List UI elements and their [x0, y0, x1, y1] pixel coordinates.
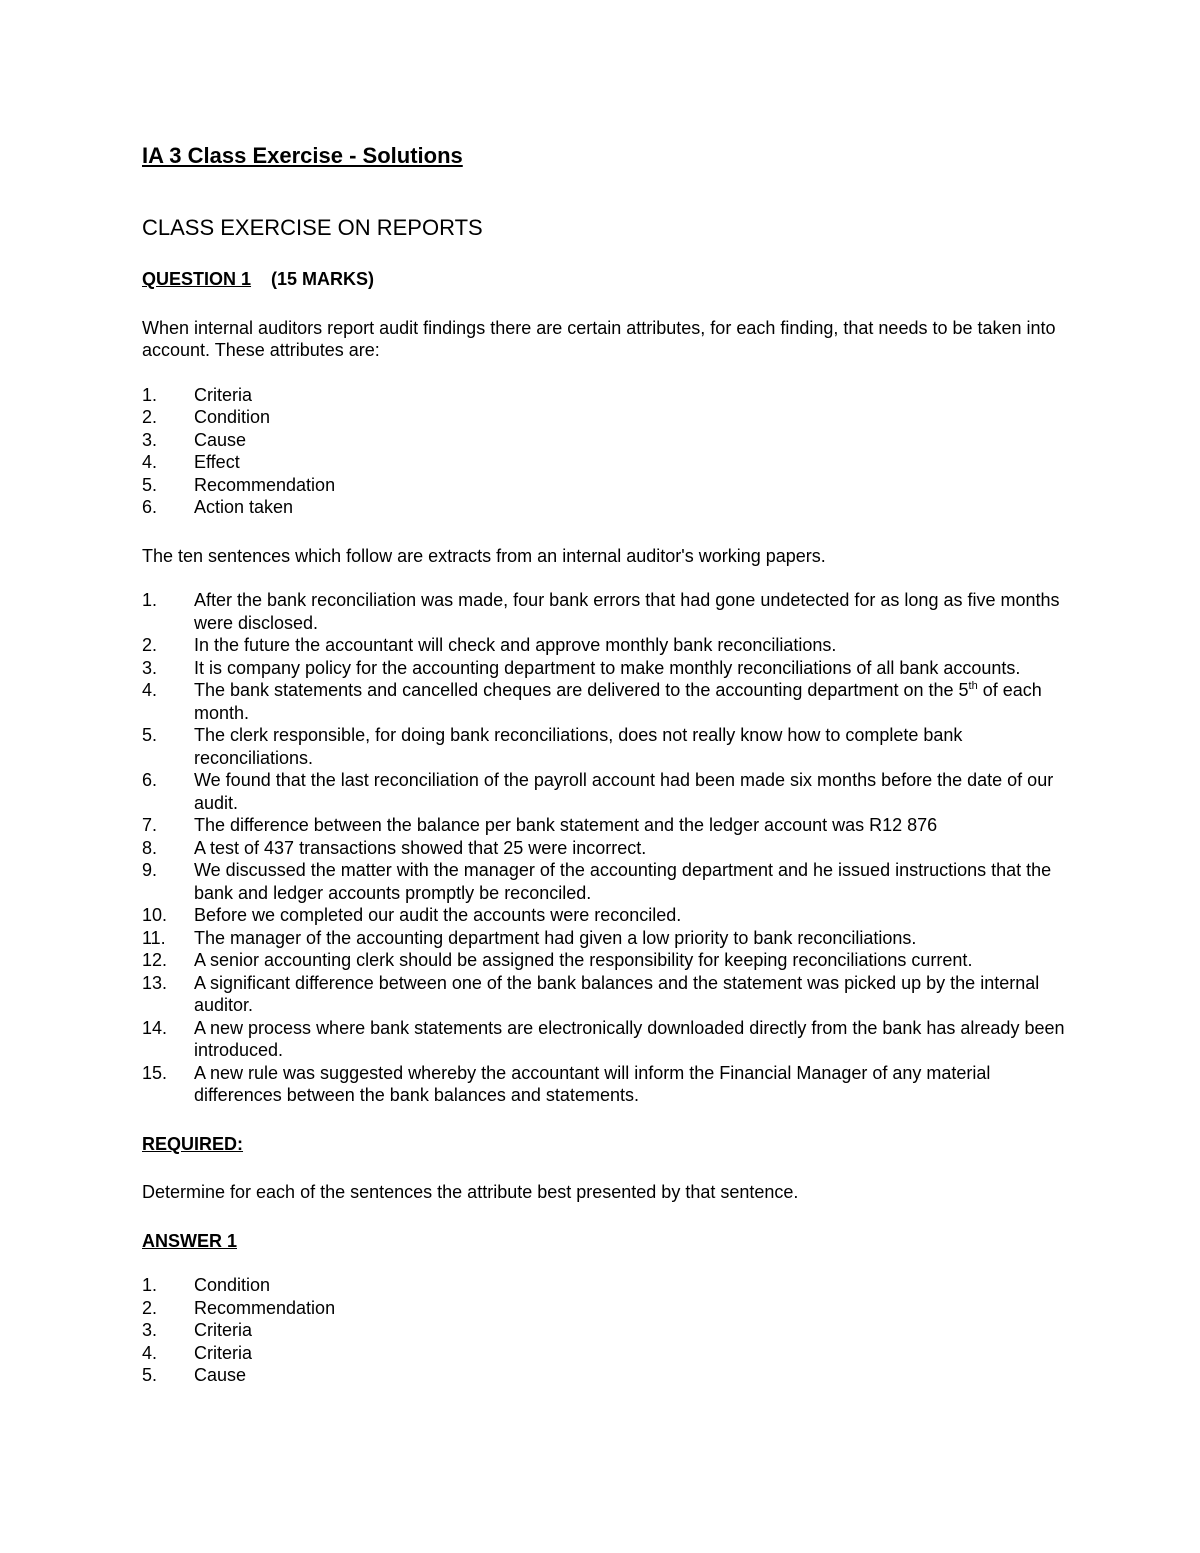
list-item	[142, 769, 1072, 814]
item-number: 1.	[142, 1275, 158, 1295]
item-text: In the future the accountant will check and approve monthly bank reconciliations.	[194, 635, 837, 655]
list-item	[142, 451, 1072, 474]
item-number: 2.	[142, 635, 158, 655]
item-number: 3.	[142, 429, 158, 450]
question-label: QUESTION 1	[142, 269, 252, 289]
item-text: Criteria	[194, 1342, 253, 1363]
item-number: 8.	[142, 837, 158, 858]
sentences-list	[142, 589, 1072, 1107]
list-item	[142, 474, 1072, 497]
item-text: A senior accounting clerk should be assigned the responsibility for keeping reconciliations current.	[194, 950, 973, 970]
item-text: Recommendation	[194, 474, 336, 495]
item-text: Cause	[194, 429, 247, 450]
document-title: IA 3 Class Exercise - Solutions	[142, 143, 463, 168]
item-number: 2.	[142, 407, 158, 427]
list-item	[142, 1297, 1072, 1320]
item-text: It is company policy for the accounting department to make monthly reconciliations of all bank accounts.	[194, 657, 1021, 678]
list-item	[142, 724, 1072, 769]
item-text: After the bank reconciliation was made, four bank errors that had gone undetected for as long as five months were disclosed.	[194, 590, 1060, 633]
list-item	[142, 496, 1072, 519]
list-item	[142, 1364, 1072, 1387]
list-item	[142, 657, 1072, 680]
answer-heading: ANSWER 1	[142, 1230, 238, 1251]
list-item	[142, 634, 1072, 657]
item-number: 4.	[142, 680, 158, 700]
sentences-intro: The ten sentences which follow are extracts from an internal auditor's working papers.	[142, 545, 826, 566]
item-text: Criteria	[194, 384, 253, 405]
item-number: 3.	[142, 657, 158, 678]
question-marks: (15 MARKS)	[271, 269, 375, 289]
list-item	[142, 679, 1072, 724]
item-text: A significant difference between one of the bank balances and the statement was picked up by the internal auditor.	[194, 972, 1040, 1015]
item-text: Cause	[194, 1365, 247, 1385]
item-text: The difference between the balance per bank statement and the ledger account was R12 876	[194, 815, 938, 835]
question-heading	[142, 268, 1072, 291]
item-text: Effect	[194, 452, 240, 472]
item-number: 7.	[142, 815, 158, 835]
item-text: We found that the last reconciliation of the payroll account had been made six months before the date of our audit.	[194, 770, 1054, 813]
list-item	[142, 429, 1072, 452]
item-text: The clerk responsible, for doing bank reconciliations, does not really know how to complete bank reconciliations.	[194, 725, 963, 768]
list-item	[142, 1342, 1072, 1365]
item-text: A test of 437 transactions showed that 25 were incorrect.	[194, 837, 647, 858]
list-item	[142, 859, 1072, 904]
list-item	[142, 1017, 1072, 1062]
item-number: 6.	[142, 497, 158, 517]
list-item	[142, 904, 1072, 927]
required-heading: REQUIRED:	[142, 1133, 244, 1154]
item-text: Before we completed our audit the accounts were reconciled.	[194, 905, 682, 925]
required-text: Determine for each of the sentences the attribute best presented by that sentence.	[142, 1182, 799, 1202]
item-number: 5.	[142, 1365, 158, 1385]
list-item	[142, 814, 1072, 837]
item-number: 13.	[142, 972, 168, 993]
item-text: Recommendation	[194, 1297, 336, 1318]
intro-paragraph: When internal auditors report audit findings there are certain attributes, for each finding, that needs to be taken into account. These attributes are:	[142, 317, 1056, 360]
item-number: 6.	[142, 770, 158, 790]
list-item	[142, 589, 1072, 634]
item-text: Condition	[194, 1275, 271, 1295]
item-number: 3.	[142, 1320, 158, 1340]
item-text: Action taken	[194, 497, 294, 517]
list-item	[142, 972, 1072, 1017]
attributes-list	[142, 384, 1072, 519]
item-number: 5.	[142, 474, 158, 495]
item-number: 1.	[142, 590, 158, 610]
list-item	[142, 406, 1072, 429]
item-text: Condition	[194, 407, 271, 427]
item-text-part: The bank statements and cancelled cheques are delivered to the accounting department on the 5	[194, 680, 969, 700]
list-item	[142, 949, 1072, 972]
item-number: 2.	[142, 1297, 158, 1318]
item-number: 14.	[142, 1017, 168, 1038]
item-text	[194, 679, 1072, 724]
item-number: 4.	[142, 452, 158, 472]
item-text: We discussed the matter with the manager of the accounting department and he issued instructions that the bank and ledger accounts promptly be reconciled.	[194, 860, 1052, 903]
item-number: 4.	[142, 1342, 158, 1363]
item-text: Criteria	[194, 1320, 253, 1340]
item-text: A new process where bank statements are electronically downloaded directly from the bank has already been introduced.	[194, 1017, 1065, 1060]
item-number: 1.	[142, 384, 158, 405]
list-item	[142, 1319, 1072, 1342]
item-text-part: of each month.	[194, 680, 1042, 723]
document-subtitle: CLASS EXERCISE ON REPORTS	[142, 215, 483, 240]
item-number: 9.	[142, 860, 158, 880]
answers-list	[142, 1274, 1072, 1387]
document-page	[142, 142, 1072, 1387]
list-item	[142, 1062, 1072, 1107]
item-number: 12.	[142, 950, 168, 970]
item-number: 15.	[142, 1062, 168, 1083]
list-item	[142, 384, 1072, 407]
item-text: A new rule was suggested whereby the accountant will inform the Financial Manager of any material differences between the bank balances and statements.	[194, 1062, 991, 1105]
list-item	[142, 837, 1072, 860]
superscript: th	[968, 680, 978, 692]
item-number: 11.	[142, 927, 166, 948]
list-item	[142, 1274, 1072, 1297]
list-item	[142, 927, 1072, 950]
item-text: The manager of the accounting department had given a low priority to bank reconciliations.	[194, 927, 917, 948]
item-number: 5.	[142, 725, 158, 745]
item-number: 10.	[142, 905, 168, 925]
